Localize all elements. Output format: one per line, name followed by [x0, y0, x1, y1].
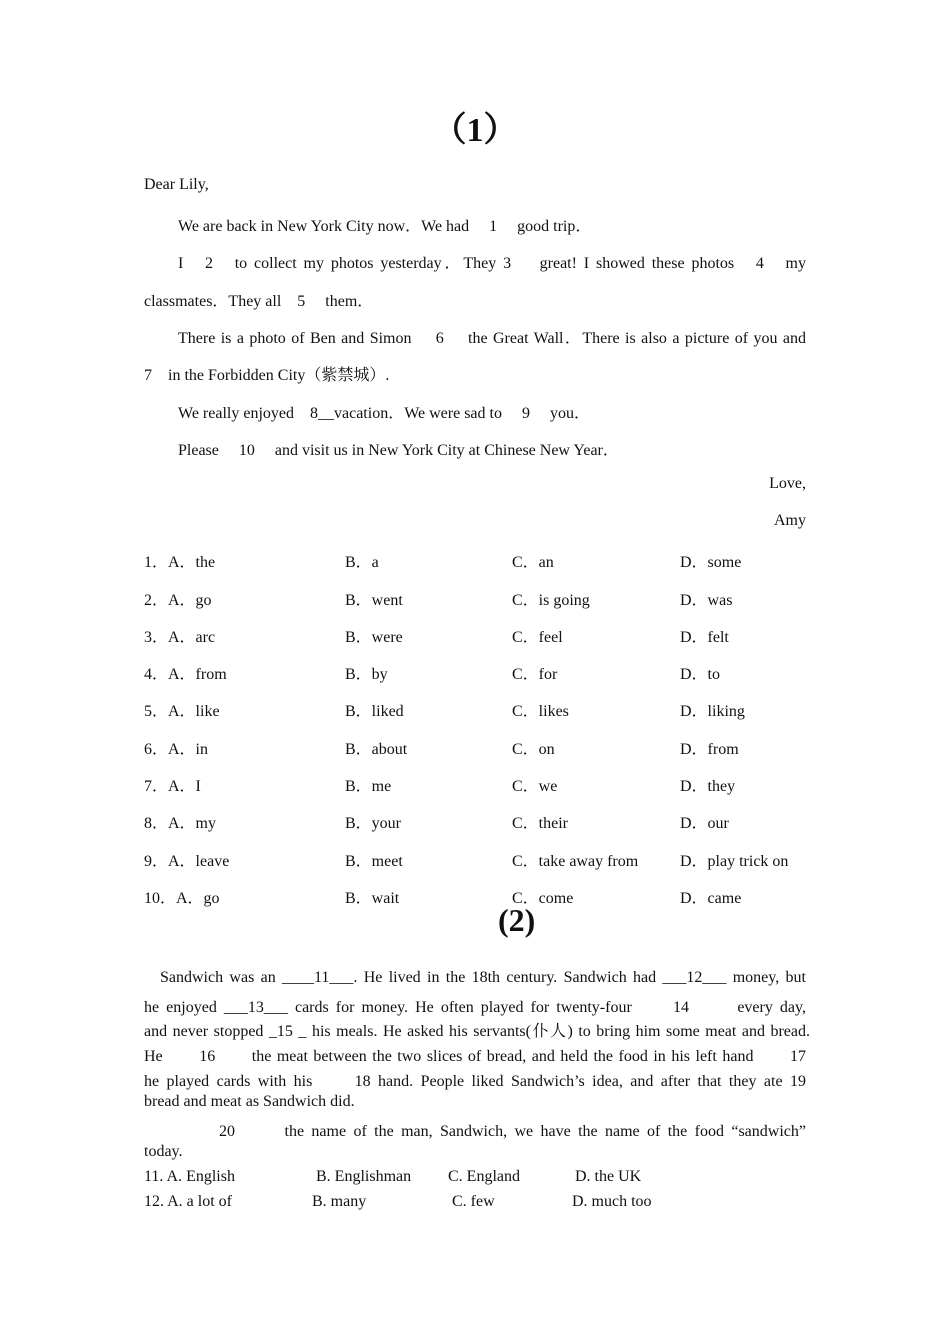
- passage-line: 20 the name of the man, Sandwich, we have the name of the food “sandwich”: [219, 1123, 806, 1140]
- option-c: C．an: [512, 554, 554, 571]
- option-b: B．me: [345, 778, 392, 795]
- option-b: B．wait: [345, 890, 400, 907]
- letter-para-2-line-2: classmates．They all 5 them．: [144, 293, 374, 310]
- option-b: B．meet: [345, 853, 403, 870]
- letter-para-3-line-1: There is a photo of Ben and Simon 6 the Great Wall．There is also a picture of you and: [178, 330, 806, 347]
- letter-para-1: We are back in New York City now．We had 1 good trip．: [178, 218, 592, 235]
- section-1-title: （1）: [432, 112, 518, 149]
- passage-line: He 16 the meat between the two slices of bread, and held the food in his left hand 17: [144, 1048, 806, 1065]
- option-a: 10．A．go: [144, 890, 220, 907]
- option-d: D．came: [680, 890, 742, 907]
- option-a: 12. A. a lot of: [144, 1193, 232, 1210]
- passage-line: he enjoyed ___13___ cards for money. He often played for twenty-four 14 every day,: [144, 999, 806, 1016]
- option-a: 9．A．leave: [144, 853, 230, 870]
- option-d: D．from: [680, 741, 739, 758]
- option-d: D．felt: [680, 629, 729, 646]
- option-b: B. Englishman: [316, 1168, 412, 1185]
- option-c: C．feel: [512, 629, 563, 646]
- passage-line: Sandwich was an ____11___. He lived in the 18th century. Sandwich had ___12___ money, but: [160, 969, 806, 986]
- option-d: D．some: [680, 554, 742, 571]
- passage-line: and never stopped _15 _ his meals. He asked his servants(仆人) to bring him some meat and bread.: [144, 1023, 810, 1040]
- option-a: 4．A．from: [144, 666, 227, 683]
- option-a: 2．A．go: [144, 592, 212, 609]
- passage-line: bread and meat as Sandwich did.: [144, 1093, 355, 1110]
- option-d: D. much too: [572, 1193, 652, 1210]
- option-c: C．we: [512, 778, 558, 795]
- option-d: D．was: [680, 592, 733, 609]
- option-a: 6．A．in: [144, 741, 209, 758]
- option-a: 8．A．my: [144, 815, 217, 832]
- option-c: C. few: [452, 1193, 495, 1210]
- section-2-title: (2): [498, 902, 536, 938]
- letter-para-3-line-2: 7 in the Forbidden City（紫禁城）.: [144, 367, 390, 384]
- option-a: 3．A．arc: [144, 629, 216, 646]
- option-c: C．is going: [512, 592, 590, 609]
- option-d: D．they: [680, 778, 736, 795]
- option-d: D．our: [680, 815, 729, 832]
- letter-signature: Amy: [774, 512, 806, 529]
- option-b: B．your: [345, 815, 402, 832]
- option-b: B．liked: [345, 703, 404, 720]
- letter-closing: Love,: [769, 475, 806, 492]
- option-b: B．were: [345, 629, 403, 646]
- passage-line: he played cards with his 18 hand. People liked Sandwich’s idea, and after that they ate 19: [144, 1073, 806, 1090]
- option-b: B．about: [345, 741, 408, 758]
- passage-line: today.: [144, 1143, 183, 1160]
- letter-para-2-line-1: I 2 to collect my photos yesterday．They 3 great! I showed these photos 4 my: [178, 255, 806, 272]
- letter-para-4: We really enjoyed 8__vacation．We were sad to 9 you．: [178, 405, 590, 422]
- option-d: D．to: [680, 666, 721, 683]
- option-b: B．a: [345, 554, 379, 571]
- option-a: 5．A．like: [144, 703, 220, 720]
- option-d: D．play trick on: [680, 853, 789, 870]
- option-c: C．their: [512, 815, 568, 832]
- option-c: C. England: [448, 1168, 520, 1185]
- option-c: C．come: [512, 890, 574, 907]
- option-d: D．liking: [680, 703, 745, 720]
- option-c: C．on: [512, 741, 555, 758]
- option-b: B. many: [312, 1193, 367, 1210]
- option-c: C．take away from: [512, 853, 639, 870]
- option-c: C．for: [512, 666, 558, 683]
- letter-para-5: Please 10 and visit us in New York City at Chinese New Year．: [178, 442, 619, 459]
- option-b: B．went: [345, 592, 403, 609]
- letter-greeting: Dear Lily,: [144, 176, 209, 193]
- option-b: B．by: [345, 666, 388, 683]
- option-a: 11. A. English: [144, 1168, 235, 1185]
- option-d: D. the UK: [575, 1168, 642, 1185]
- option-a: 1．A．the: [144, 554, 216, 571]
- option-c: C．likes: [512, 703, 569, 720]
- option-a: 7．A．I: [144, 778, 201, 795]
